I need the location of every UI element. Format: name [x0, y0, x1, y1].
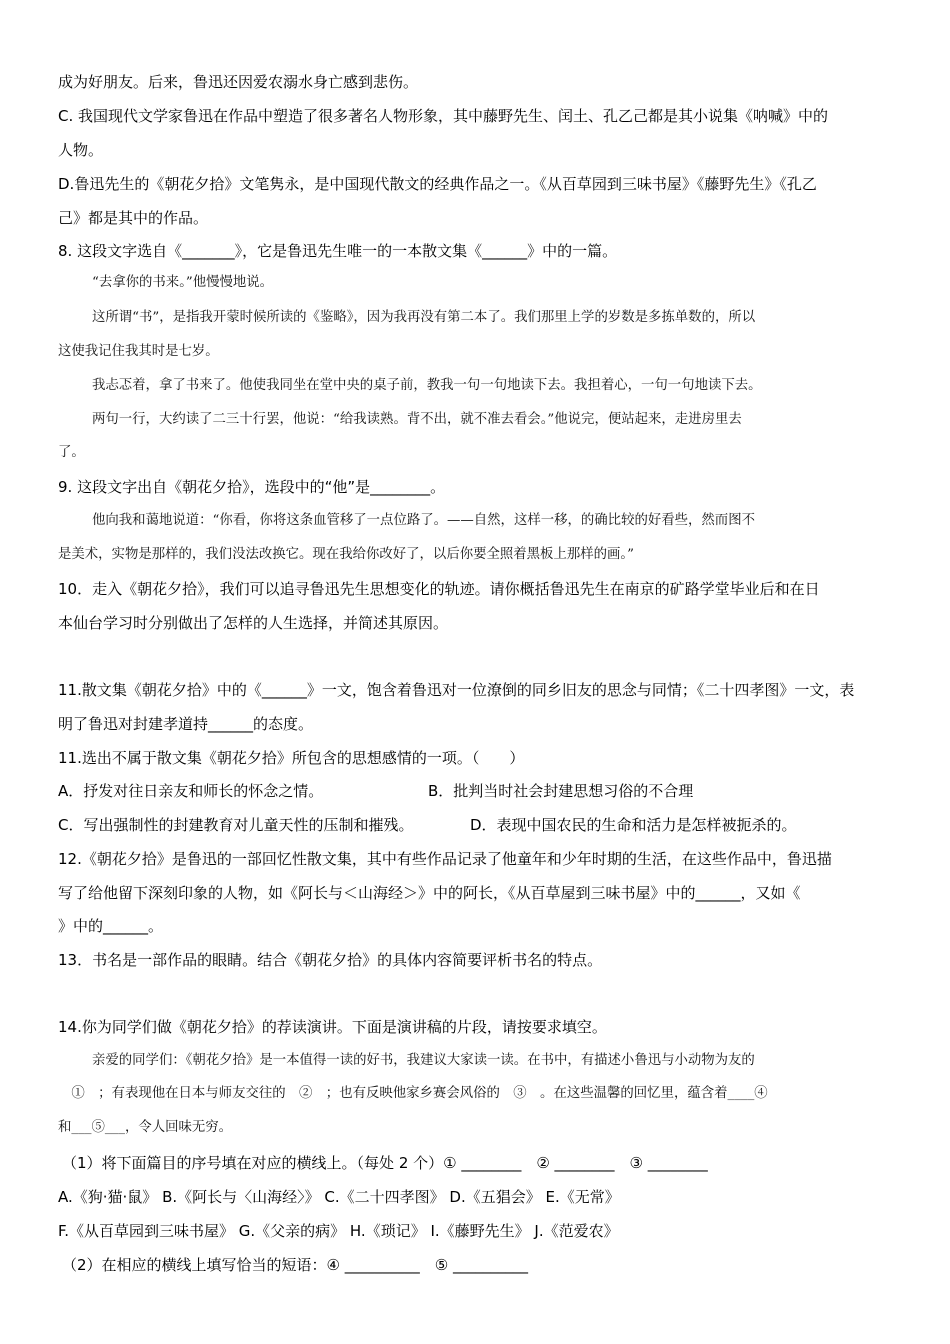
question-13: 13．书名是一部作品的眼睛。结合《朝花夕拾》的具体内容简要评析书名的特点。	[58, 951, 603, 969]
choice-b: B．批判当时社会封建思想习俗的不合理	[428, 782, 694, 800]
speech-line: ① ；有表现他在日本与师友交往的 ② ；也有反映他家乡赛会风俗的 ③ 。在这些温馨的回忆里，蕴含着____④	[58, 1086, 768, 1101]
option-c: C. 我国现代文学家鲁迅在作品中塑造了很多著名人物形象，其中藤野先生、闰土、孔乙己都是其小说集《呐喊》中的	[58, 107, 829, 125]
excerpt-line: 这使我记住我其时是七岁。	[58, 344, 219, 359]
title-options: A.《狗·猫·鼠》 B.《阿长与〈山海经〉》 C.《二十四孝图》 D.《五猖会》 E.《无常》	[58, 1188, 620, 1206]
question-11a-continuation: 明了鲁迅对封建孝道持______的态度。	[58, 715, 314, 733]
choice-d: D．表现中国农民的生命和活力是怎样被扼杀的。	[470, 816, 797, 834]
speech-line: 亲爱的同学们：《朝花夕拾》是一本值得一读的好书，我建议大家读一读。在书中，有描述小鲁迅与小动物为友的	[92, 1053, 755, 1068]
option-b-continuation: 成为好朋友。后来，鲁迅还因爱农溺水身亡感到悲伤。	[58, 73, 419, 91]
question-14: 14.你为同学们做《朝花夕拾》的荐读演讲。下面是演讲稿的片段，请按要求填空。	[58, 1018, 607, 1036]
excerpt-line: 两句一行，大约读了二三十行罢，他说：“给我读熟。背不出，就不准去看会。”他说完，便站起来，走进房里去	[92, 412, 742, 427]
excerpt-line: “去拿你的书来。”他慢慢地说。	[92, 275, 274, 290]
excerpt-line: 这所谓“书”，是指我开蒙时候所读的《鉴略》，因为我再没有第二本了。我们那里上学的岁数是多拣单数的，所以	[92, 310, 756, 325]
question-10: 10．走入《朝花夕拾》，我们可以追寻鲁迅先生思想变化的轨迹。请你概括鲁迅先生在南京的矿路学堂毕业后和在日	[58, 580, 820, 598]
title-options: F.《从百草园到三味书屋》 G.《父亲的病》 H.《琐记》 I.《藤野先生》 J.《范爱农》	[58, 1222, 619, 1240]
speech-line: 和___⑤___，令人回味无穷。	[58, 1120, 233, 1135]
excerpt-line: 了。	[58, 445, 85, 460]
question-14-part-1: （1）将下面篇目的序号填在对应的横线上。（每处 2 个）① ________ ② ________ ③ ________	[62, 1154, 708, 1172]
option-c-continuation: 人物。	[58, 141, 104, 159]
choice-c: C．写出强制性的封建教育对儿童天性的压制和摧残。	[58, 816, 414, 834]
option-d-continuation: 己》都是其中的作品。	[58, 209, 209, 227]
question-10-continuation: 本仙台学习时分别做出了怎样的人生选择，并简述其原因。	[58, 614, 449, 632]
option-d: D.鲁迅先生的《朝花夕拾》文笔隽永，是中国现代散文的经典作品之一。《从百草园到三味书屋》《藤野先生》《孔乙	[58, 175, 817, 193]
excerpt-line: 我忐忑着，拿了书来了。他使我同坐在堂中央的桌子前，教我一句一句地读下去。我担着心，一句一句地读下去。	[92, 378, 762, 393]
excerpt-line: 是美术，实物是那样的，我们没法改换它。现在我给你改好了，以后你要全照着黑板上那样的画。”	[58, 547, 634, 562]
choice-a: A．抒发对往日亲友和师长的怀念之情。	[58, 782, 324, 800]
question-12-continuation: 》中的______。	[58, 917, 164, 935]
question-11a: 11.散文集《朝花夕拾》中的《______》一文，饱含着鲁迅对一位潦倒的同乡旧友的思念与同情；《二十四孝图》一文，表	[58, 681, 855, 699]
question-12-continuation: 写了给他留下深刻印象的人物，如《阿长与＜山海经＞》中的阿长，《从百草屋到三味书屋》中的______，又如《	[58, 884, 801, 902]
question-11b: 11.选出不属于散文集《朝花夕拾》所包含的思想感情的一项。（ ）	[58, 749, 525, 767]
question-8: 8. 这段文字选自《_______》，它是鲁迅先生唯一的一本散文集《______》中的一篇。	[58, 242, 618, 260]
question-14-part-2: （2）在相应的横线上填写恰当的短语：④ __________ ⑤ __________	[62, 1256, 528, 1274]
question-9: 9. 这段文字出自《朝花夕拾》，选段中的“他”是________。	[58, 478, 446, 496]
question-12: 12.《朝花夕拾》是鲁迅的一部回忆性散文集，其中有些作品记录了他童年和少年时期的生活，在这些作品中，鲁迅描	[58, 850, 832, 868]
excerpt-line: 他向我和蔼地说道：“你看，你将这条血管移了一点位路了。——自然，这样一移，的确比较的好看些，然而图不	[92, 513, 755, 528]
